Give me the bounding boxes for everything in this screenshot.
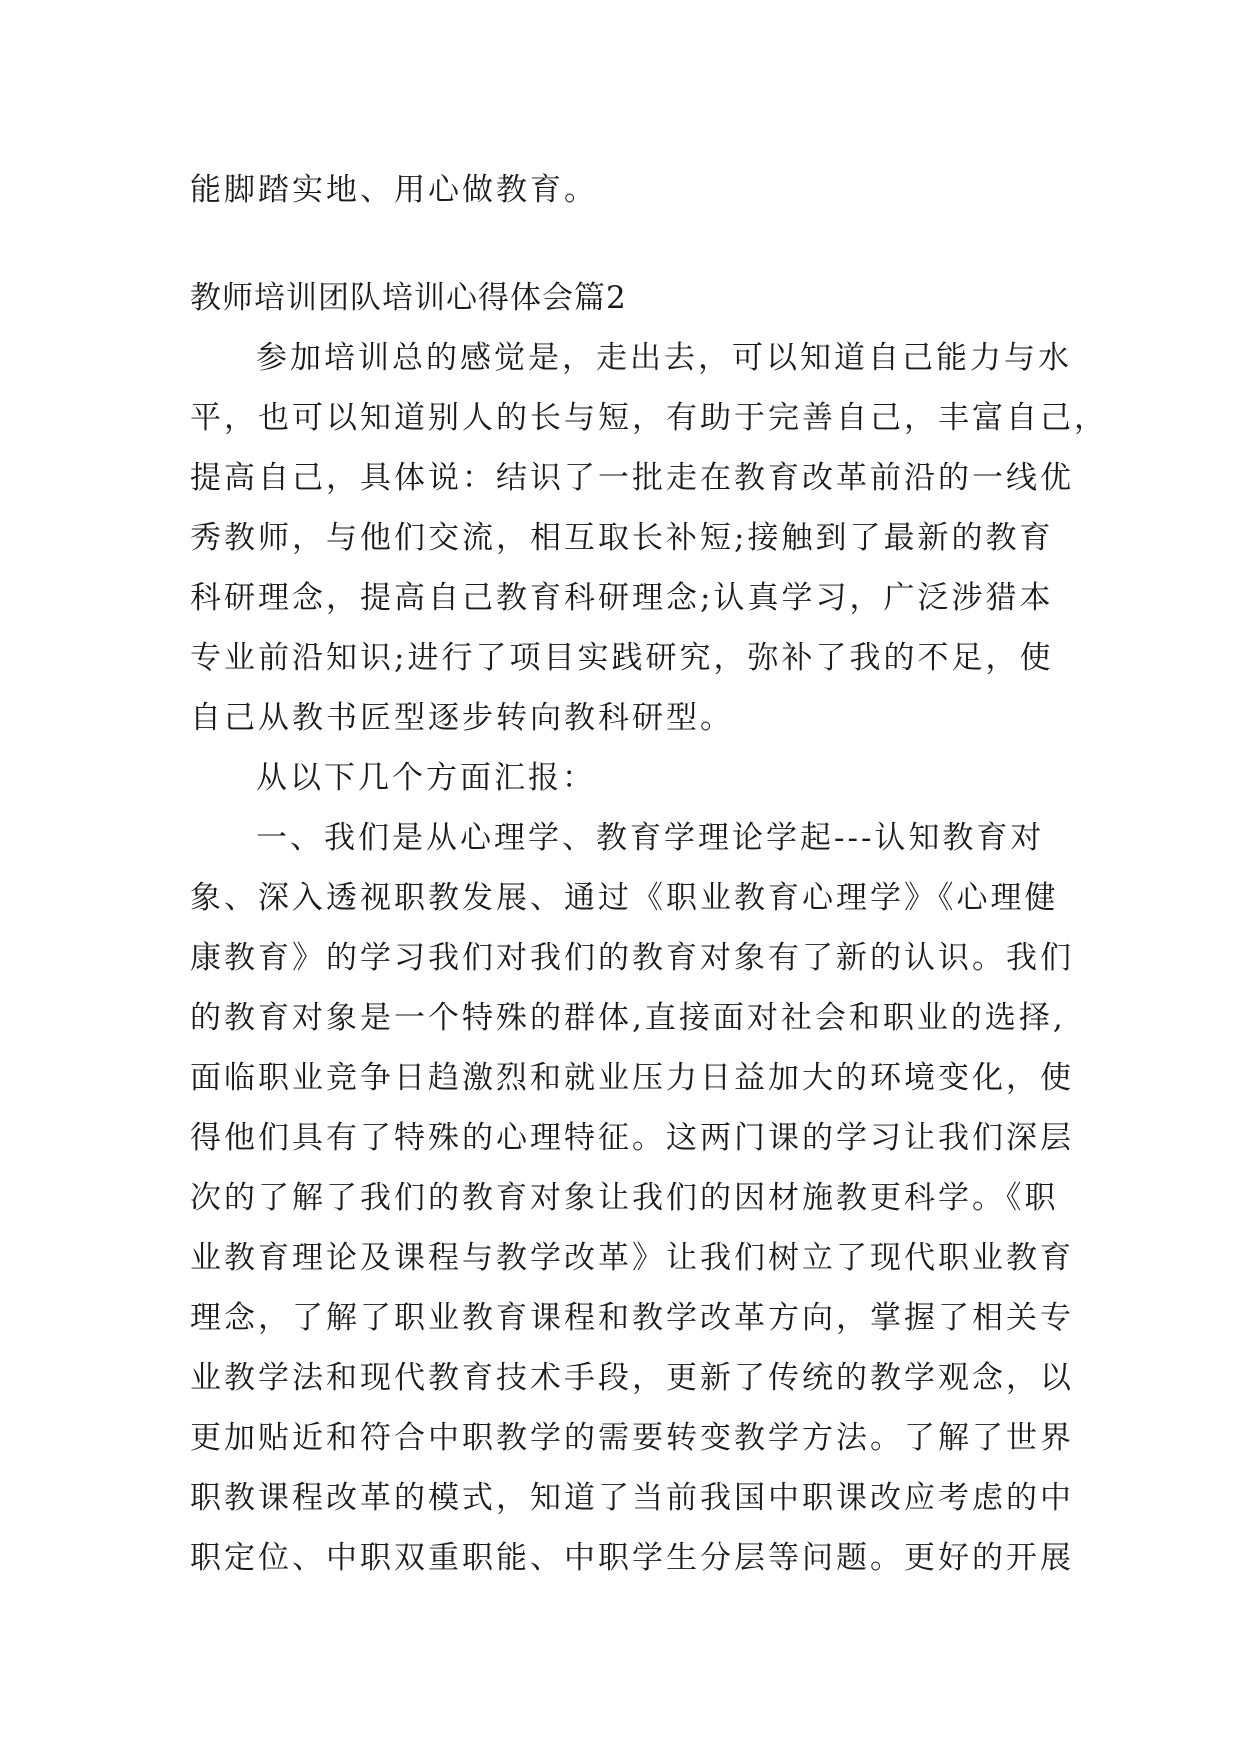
text-line: 职教课程改革的模式，知道了当前我国中职课改应考虑的中 — [190, 1480, 1074, 1516]
text-line: 象、深入透视职教发展、通过《职业教育心理学》《心理健 — [190, 880, 1059, 916]
text-line: 从以下几个方面汇报： — [256, 760, 596, 796]
document-body — [190, 160, 1108, 1588]
text-line: 次的了解了我们的教育对象让我们的因材施教更科学。《职 — [190, 1180, 1059, 1216]
text-line: 秀教师，与他们交流，相互取长补短;接触到了最新的教育 — [190, 520, 1054, 556]
text-line: 自己从教书匠型逐步转向教科研型。 — [190, 700, 734, 736]
paragraph-1 — [190, 328, 1108, 748]
paragraph-3 — [190, 808, 1074, 1588]
text-line: 平，也可以知道别人的长与短，有助于完善自己，丰富自己， — [190, 400, 1108, 436]
text-line: 提高自己，具体说：结识了一批走在教育改革前沿的一线优 — [190, 460, 1074, 496]
text-line: 科研理念，提高自己教育科研理念;认真学习，广泛涉猎本 — [190, 580, 1054, 616]
text-line: 康教育》的学习我们对我们的教育对象有了新的认识。我们 — [190, 940, 1074, 976]
section-title: 教师培训团队培训心得体会篇2 — [190, 280, 627, 316]
text-line: 一、我们是从心理学、教育学理论学起---认知教育对 — [256, 820, 1045, 856]
text-line: 业教学法和现代教育技术手段，更新了传统的教学观念，以 — [190, 1360, 1074, 1396]
text-line: 得他们具有了特殊的心理特征。这两门课的学习让我们深层 — [190, 1120, 1074, 1156]
text-line: 的教育对象是一个特殊的群体,直接面对社会和职业的选择, — [190, 1000, 1066, 1036]
text-line: 面临职业竞争日趋激烈和就业压力日益加大的环境变化，使 — [190, 1060, 1074, 1096]
text-line: 业教育理论及课程与教学改革》让我们树立了现代职业教育 — [190, 1240, 1074, 1276]
lead-line: 能脚踏实地、用心做教育。 — [190, 172, 598, 208]
text-line: 理念，了解了职业教育课程和教学改革方向，掌握了相关专 — [190, 1300, 1074, 1336]
paragraph-2 — [190, 748, 1050, 808]
paragraph-gap — [190, 220, 1050, 268]
text-line: 参加培训总的感觉是，走出去，可以知道自己能力与水 — [256, 340, 1072, 376]
text-line: 专业前沿知识;进行了项目实践研究，弥补了我的不足，使 — [190, 640, 1054, 676]
text-line: 职定位、中职双重职能、中职学生分层等问题。更好的开展 — [190, 1540, 1074, 1576]
text-line: 更加贴近和符合中职教学的需要转变教学方法。了解了世界 — [190, 1420, 1074, 1456]
